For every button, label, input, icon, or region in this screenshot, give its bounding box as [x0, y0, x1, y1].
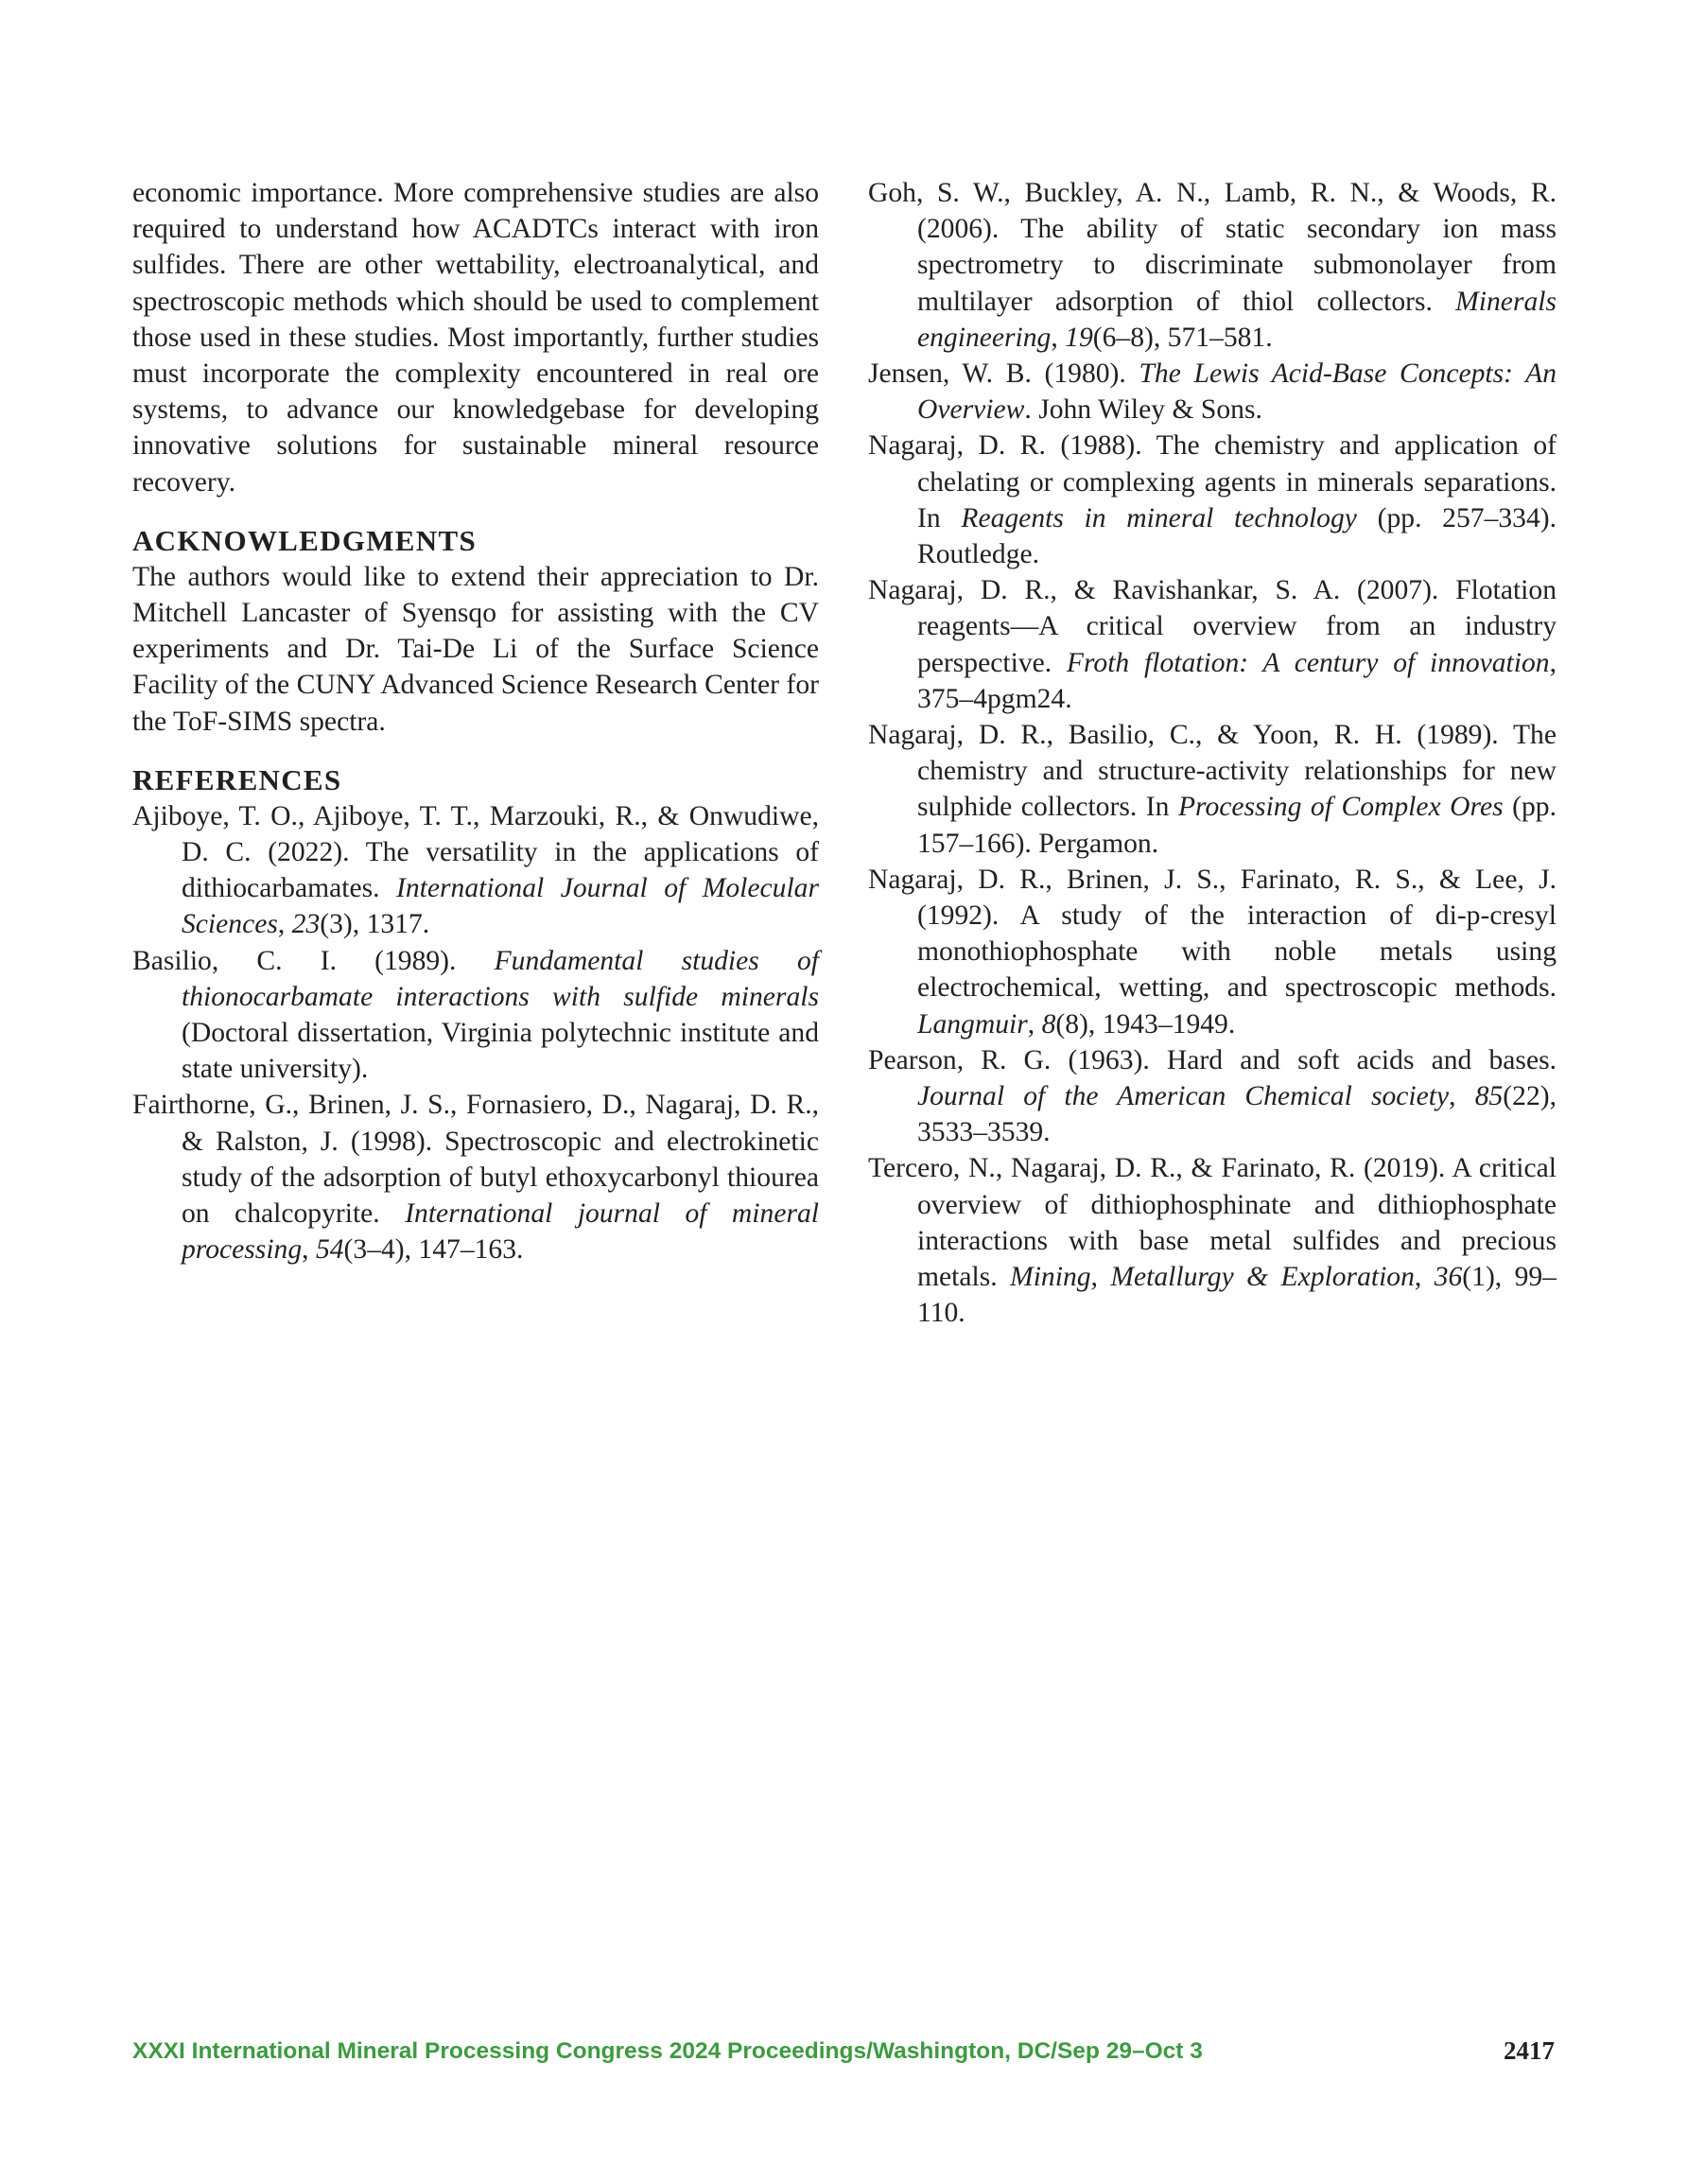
reference-entry: Basilio, C. I. (1989). Fundamental studies of thionocarbamate interactions with sulfide minerals (Doctoral dissertation, Virginia polytechnic institute and state university). — [132, 945, 819, 1085]
reference-entry: Nagaraj, D. R., & Ravishankar, S. A. (2007). Flotation reagents—A critical overview from an industry perspective. Froth flotation: A century of innovation, 375–4pgm24. — [868, 575, 1557, 714]
intro-paragraph: economic importance. More comprehensive studies are also required to understand how ACADTCs interact with iron sulfides. There are other wettability, electroanalytical, and spectroscopic methods which should be used to complement those used in these studies. Most importantly, further studies must incorporate the complexity encountered in real ore systems, to advance our knowledgebase for developing innovative solutions for sustainable mineral resource recovery. — [132, 178, 819, 498]
reference-entry: Jensen, W. B. (1980). The Lewis Acid-Base Concepts: An Overview. John Wiley & Sons. — [868, 358, 1557, 426]
reference-list-left — [132, 798, 819, 1268]
right-column — [868, 175, 1557, 1332]
reference-entry: Pearson, R. G. (1963). Hard and soft acids and bases. Journal of the American Chemical society, 85(22), 3533–3539. — [868, 1044, 1557, 1148]
reference-entry: Nagaraj, D. R. (1988). The chemistry and application of chelating or complexing agents in minerals separations. In Reagents in mineral technology (pp. 257–334). Routledge. — [868, 430, 1557, 570]
page-footer — [132, 2038, 1555, 2076]
references-heading: REFERENCES — [132, 762, 342, 796]
footer-journal-title: XXXI International Mineral Processing Congress 2024 Proceedings/Washington, DC/Sep 29–Oct 3 — [132, 2038, 1203, 2064]
reference-entry: Goh, S. W., Buckley, A. N., Lamb, R. N., & Woods, R. (2006). The ability of static secondary ion mass spectrometry to discriminate submonolayer from multilayer adsorption of thiol collectors. Minerals engineering, 19(6–8), 571–581. — [868, 178, 1557, 353]
reference-entry: Nagaraj, D. R., Basilio, C., & Yoon, R. H. (1989). The chemistry and structure-activity relationships for new sulphide collectors. In Processing of Complex Ores (pp. 157–166). Pergamon. — [868, 720, 1557, 859]
reference-entry: Fairthorne, G., Brinen, J. S., Fornasiero, D., Nagaraj, D. R., & Ralston, J. (1998). Spectroscopic and electrokinetic study of the adsorption of butyl ethoxycarbonyl thiourea on chalcopyrite. International journal of mineral processing, 54(3–4), 147–163. — [132, 1090, 819, 1266]
reference-entry: Ajiboye, T. O., Ajiboye, T. T., Marzouki, R., & Onwudiwe, D. C. (2022). The versatility in the applications of dithiocarbamates. International Journal of Molecular Sciences, 23(3), 1317. — [132, 800, 819, 940]
page-number: 2417 — [1504, 2036, 1555, 2065]
reference-entry: Nagaraj, D. R., Brinen, J. S., Farinato, R. S., & Lee, J. (1992). A study of the interaction of di-p-cresyl monothiophosphate with noble metals using electrochemical, wetting, and spectroscopic methods. Langmuir, 8(8), 1943–1949. — [868, 864, 1557, 1040]
acknowledgments-heading: ACKNOWLEDGMENTS — [132, 523, 477, 557]
reference-list-right — [868, 175, 1557, 1332]
reference-entry: Tercero, N., Nagaraj, D. R., & Farinato, R. (2019). A critical overview of dithiophosphinate and dithiophosphate interactions with base metal sulfides and precious metals. Mining, Metallurgy & Exploration, 36(1), 99–110. — [868, 1153, 1557, 1329]
left-column — [132, 175, 819, 1267]
acknowledgments-paragraph: The authors would like to extend their appreciation to Dr. Mitchell Lancaster of Syensqo for assisting with the CV experiments and Dr. Tai-De Li of the Surface Science Facility of the CUNY Advanced Science Research Center for the ToF-SIMS spectra. — [132, 561, 819, 737]
